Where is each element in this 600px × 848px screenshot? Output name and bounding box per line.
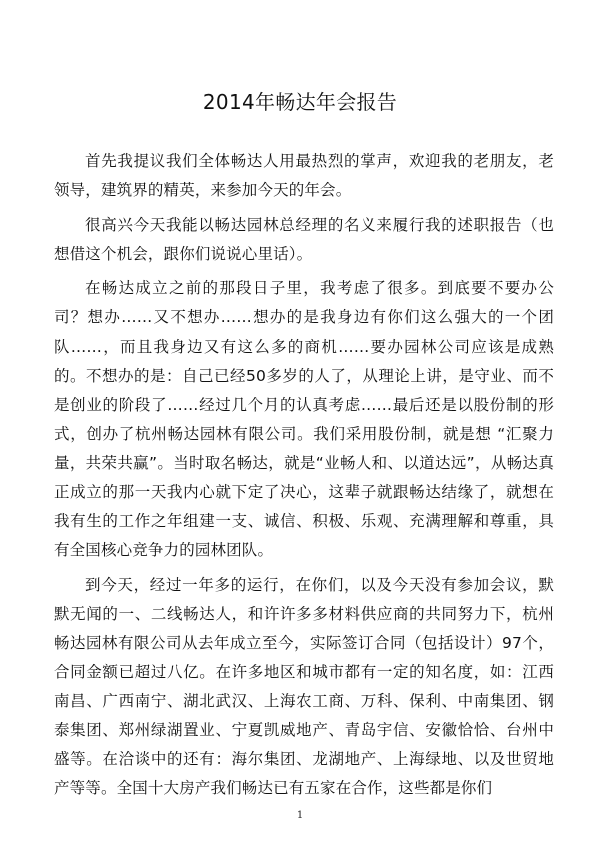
document-title: 2014年畅达年会报告 bbox=[202, 90, 398, 114]
paragraph-company-progress: 到今天，经过一年多的运行，在你们，以及今天没有参加会议，默默无闻的一、二线畅达人，和许许多多材料供应商的共同努力下，杭州畅达园林有限公司从去年成立至今，实际签订合同（包括设计）97个，合同金额已超过八亿。在许多地区和城市都有一定的知名度，如：江西南昌、广西南宁、湖北武汉、上海农工商、万科、保利、中南集团、钢泰集团、郑州绿湖置业、宁夏凯威地产、青岛宇信、安徽恰恰、台州中盛等。在洽谈中的还有：海尔集团、龙湖地产、上海绿地、以及世贸地产等等。全国十大房产我们畅达已有五家在合作，这些都是你们 bbox=[54, 575, 554, 798]
paragraph-company-founding: 在畅达成立之前的那段日子里，我考虑了很多。到底要不要办公司？想办……又不想办……想办的是我身边有你们这么强大的一个团队……，而且我身边又有这么多的商机……要办园林公司应该是成熟的。不想办的是：自己已经50多岁的人了，从理论上讲，是守业、而不是创业的阶段了……经过几个月的认真考虑……最后还是以股份制的形式，创办了杭州畅达园林有限公司。我们采用股份制，就是想 “汇聚力量，共荣共赢”。当时取名畅达，就是“业畅人和、以道达远”，从畅达真正成立的那一天我内心就下定了决心，这辈子就跟畅达结缘了，就想在我有生的工作之年组建一支、诚信、积极、乐观、充满理解和尊重，具有全国核心竞争力的园林团队。 bbox=[54, 279, 554, 560]
paragraph-opening-welcome: 首先我提议我们全体畅达人用最热烈的掌声，欢迎我的老朋友，老领导，建筑界的精英，来参加今天的年会。 bbox=[54, 152, 554, 200]
page-number: 1 bbox=[296, 810, 304, 821]
document-body bbox=[54, 147, 554, 809]
paragraph-report-intro: 很高兴今天我能以畅达园林总经理的名义来履行我的述职报告（也想借这个机会，跟你们说说心里话）。 bbox=[54, 215, 554, 263]
